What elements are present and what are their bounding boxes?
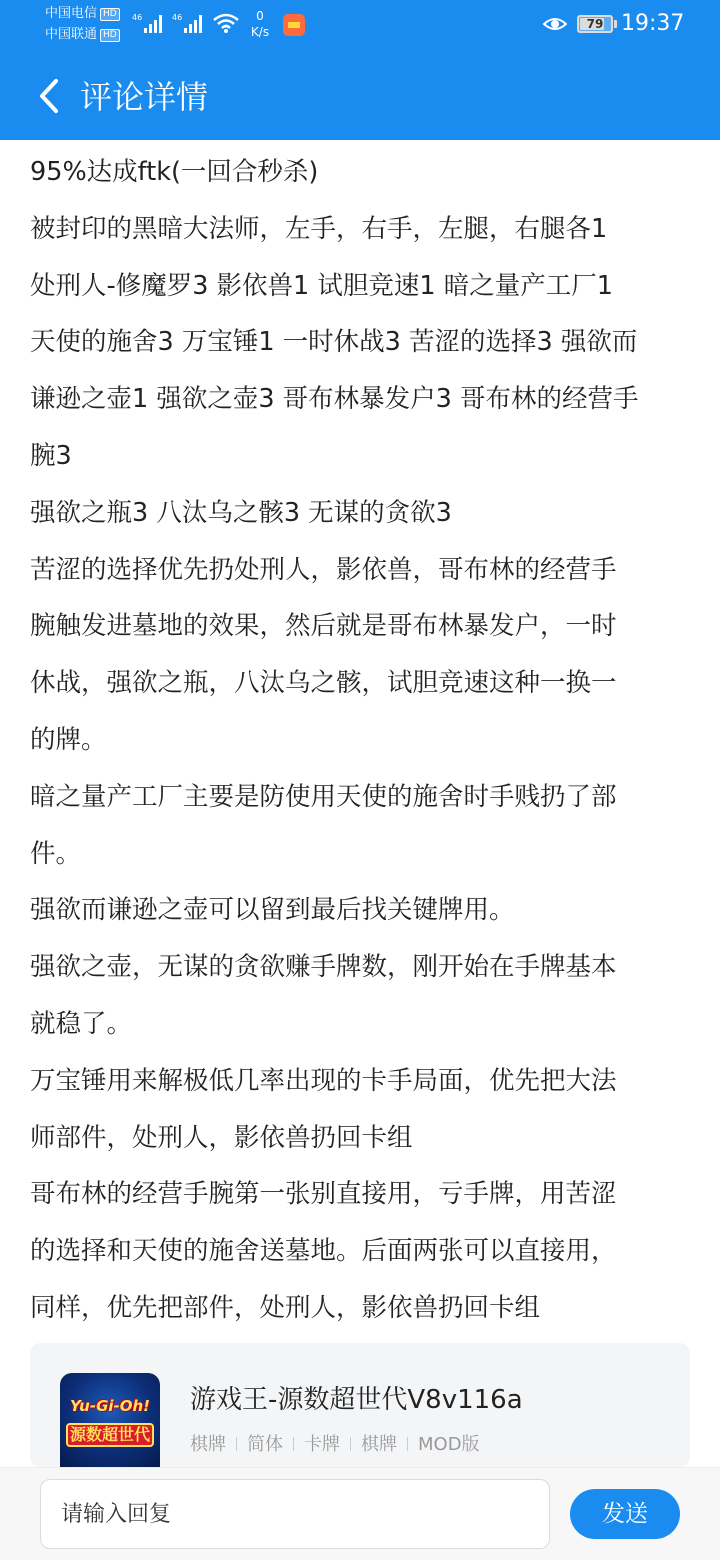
- comment-line: 谦逊之壶1 强欲之壶3 哥布林暴发户3 哥布林的经营手: [30, 384, 639, 415]
- tag-separator: [236, 1437, 237, 1451]
- reply-input[interactable]: [40, 1479, 550, 1549]
- comment-line: 的选择和天使的施舍送墓地。后面两张可以直接用，: [30, 1236, 617, 1267]
- game-tag: 简体: [247, 1434, 283, 1455]
- comment-line: 95%达成ftk(一回合秒杀): [30, 157, 319, 187]
- carrier-label-2: 中国联通 HD: [45, 28, 120, 42]
- game-title[interactable]: 游戏王-源数超世代V8v116a: [190, 1385, 523, 1415]
- comment-line: 强欲之壶，无谋的贪欲赚手牌数，刚开始在手牌基本: [30, 952, 617, 983]
- signal-icon-2: [172, 12, 206, 34]
- comment-line: 强欲而谦逊之壶可以留到最后找关键牌用。: [30, 895, 515, 926]
- game-card[interactable]: [30, 1343, 690, 1467]
- game-icon[interactable]: [60, 1373, 160, 1467]
- game-tags: [190, 1432, 480, 1458]
- comment-line: 哥布林的经营手腕第一张别直接用，亏手牌，用苦涩: [30, 1179, 617, 1210]
- comment-line: 天使的施舍3 万宝锤1 一时休战3 苦涩的选择3 强欲而: [30, 327, 638, 358]
- game-tag: 卡牌: [304, 1434, 340, 1455]
- game-tag: 棋牌: [190, 1434, 226, 1455]
- eye-icon: [543, 14, 567, 34]
- comment-line: 件。: [30, 838, 82, 869]
- comment-line: 就稳了。: [30, 1008, 133, 1039]
- signal-label-1: 46: [132, 13, 143, 22]
- signal-label-2: 46: [172, 13, 183, 22]
- comment-line: 腕3: [30, 440, 72, 471]
- comment-line: 被封印的黑暗大法师，左手，右手，左腿，右腿各1: [30, 213, 608, 244]
- send-button[interactable]: 发送: [570, 1489, 680, 1539]
- comment-line: 苦涩的选择优先扔处刑人，影依兽，哥布林的经营手: [30, 554, 617, 585]
- net-speed-unit: K/s: [250, 25, 270, 39]
- top-app-bar: [0, 0, 720, 140]
- hd-badge-2: HD: [100, 29, 120, 42]
- net-speed-value: 0: [256, 9, 264, 23]
- reply-bar: [0, 1467, 720, 1560]
- comment-line: 腕触发进墓地的效果，然后就是哥布林暴发户，一时: [30, 611, 617, 642]
- battery-tip: [614, 20, 617, 28]
- status-time: 19:37: [621, 11, 685, 36]
- net-speed: [248, 8, 272, 40]
- comment-line: 暗之量产工厂主要是防使用天使的施舍时手贱扔了部: [30, 781, 617, 812]
- signal-icon: [132, 12, 166, 34]
- app-notification-icon: [283, 14, 305, 36]
- game-tag: MOD版: [418, 1434, 480, 1455]
- comment-line: 万宝锤用来解极低几率出现的卡手局面，优先把大法: [30, 1065, 617, 1096]
- tag-separator: [407, 1437, 408, 1451]
- wifi-icon: [212, 12, 240, 34]
- comment-line: 强欲之瓶3 八汰乌之骸3 无谋的贪欲3: [30, 497, 452, 528]
- game-icon-subtitle: 源数超世代: [69, 1425, 150, 1444]
- battery-level: 79: [586, 17, 604, 31]
- tag-separator: [293, 1437, 294, 1451]
- comment-line: 同样，优先把部件，处刑人，影依兽扔回卡组: [30, 1292, 541, 1323]
- carrier-label-1: 中国电信 HD: [45, 7, 120, 21]
- tag-separator: [350, 1437, 351, 1451]
- page-title: 评论详情: [80, 78, 209, 116]
- hd-badge-1: HD: [100, 8, 120, 21]
- comment-line: 师部件，处刑人，影依兽扔回卡组: [30, 1122, 413, 1153]
- status-bar: [0, 0, 720, 52]
- game-tag: 棋牌: [361, 1434, 397, 1455]
- game-icon-logo-text: Yu-Gi-Oh!: [69, 1397, 151, 1415]
- battery-icon: [577, 15, 613, 33]
- comment-line: 休战，强欲之瓶，八汰乌之骸，试胆竞速这种一换一: [30, 668, 617, 699]
- chevron-left-icon[interactable]: [30, 72, 70, 120]
- comment-body: [30, 144, 690, 1337]
- comment-line: 处刑人-修魔罗3 影依兽1 试胆竞速1 暗之量产工厂1: [30, 270, 613, 301]
- comment-line: 的牌。: [30, 724, 107, 755]
